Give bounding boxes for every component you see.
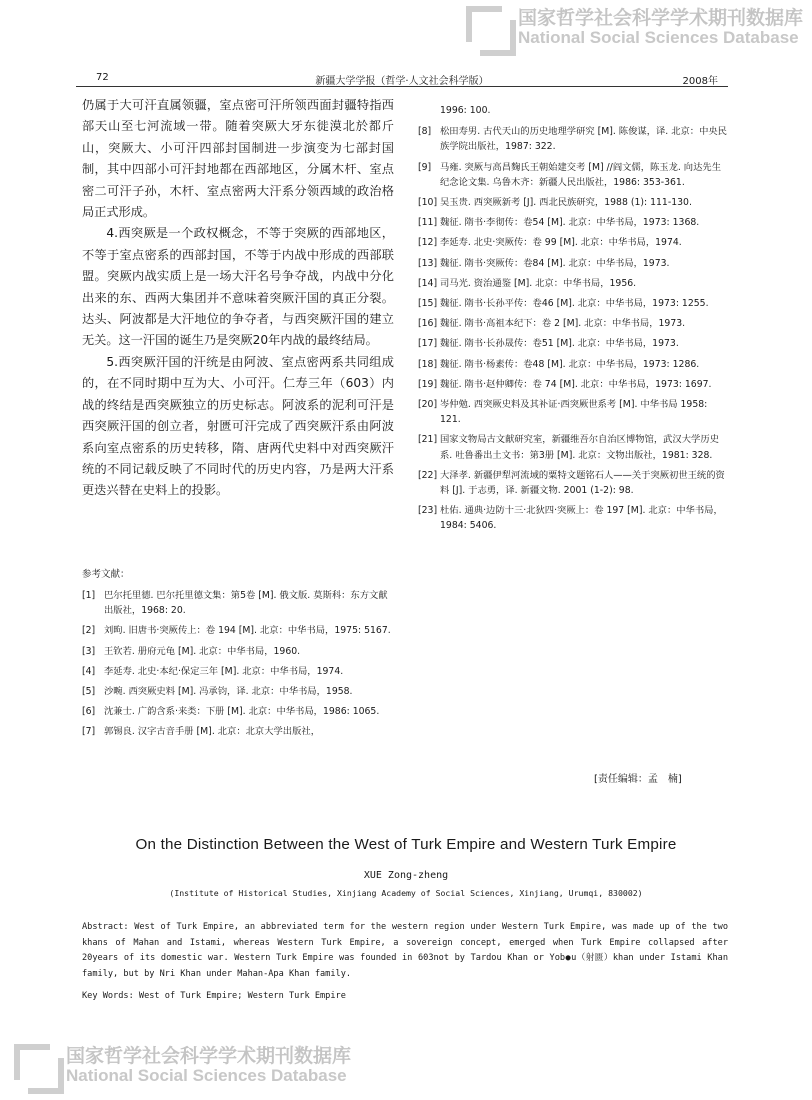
paragraph: 仍属于大可汗直属领疆，室点密可汗所领西面封疆特指西部天山至七河流域一带。随着突厥大牙东徙漠北於都斤山，突厥大、小可汗四部封国制进一步演变为七部封国制，其中四部小可汗封地都在西部地区，分属木杆、室点密二可汗子孙，木杆、室点密两大汗系分领西域的政治格局正式形成。 (82, 98, 394, 220)
watermark-en: National Social Sciences Database (518, 28, 799, 48)
reference-item: [10] 吴玉贵. 西突厥新考 [J]. 西北民族研究，1988 (1): 111-130. (418, 197, 692, 209)
reference-item: [8] 松田寿男. 古代天山的历史地理学研究 [M]. 陈俊谋，译. 北京：中央民族学院出版社，1987: 322. (418, 126, 727, 153)
reference-item: [4] 李延寿. 北史·本纪·保定三年 [M]. 北京：中华书局，1974. (82, 665, 344, 677)
reference-item: [7] 郭锡良. 汉字古音手册 [M]. 北京：北京大学出版社， (82, 726, 320, 738)
page-number: 72 (96, 72, 109, 83)
reference-item: [23] 杜佑. 通典·边防十三·北狄四·突厥上：卷 197 [M]. 北京：中华书局，1984: 5406. (418, 505, 723, 532)
reference-item: [2] 刘昫. 旧唐书·突厥传上：卷 194 [M]. 北京：中华书局，1975: 5167. (82, 625, 391, 637)
reference-item: [20] 岑仲勉. 西突厥史料及其补证·西突厥世系考 [M]. 中华书局 1958: 121. (418, 399, 708, 426)
journal-name: 新疆大学学报（哲学·人文社会科学版） (315, 76, 489, 87)
english-abstract: Abstract: West of Turk Empire, an abbreviated term for the western region under Western Turk Empire, was made up of the two khans of Mahan and Istami, whereas Western Turk Empire, a sovereign concept, emerged when Turk Empire collapsed after 20years of its domestic war. Western Turk Empire was founded in 603not by Tardou Khan or Yob●u（射匮）khan under Istami Khan family, but by Nri Khan under Mahan-Apa Khan family. (82, 922, 728, 979)
reference-item: [15] 魏征. 隋书·长孙平传：卷46 [M]. 北京：中华书局，1973: 1255. (418, 298, 709, 310)
reference-item: [12] 李延寿. 北史·突厥传：卷 99 [M]. 北京：中华书局，1974. (418, 237, 682, 249)
reference-item: [17] 魏征. 隋书·长孙晟传：卷51 [M]. 北京：中华书局，1973. (418, 338, 679, 350)
english-institution: (Institute of Historical Studies, Xinjiang Academy of Social Sciences, Xinjiang, Urumqi, 830002) (169, 888, 643, 898)
references-heading: 参考文献： (82, 569, 130, 580)
running-header (76, 72, 728, 86)
database-logo-icon (466, 6, 510, 50)
reference-item: [9] 马雍. 突厥与高昌麴氏王朝始建交考 [M] //阎文儒，陈玉龙. 向达先生纪念论文集. 乌鲁木齐：新疆人民出版社，1986: 353-361. (418, 161, 721, 188)
reference-list-left (82, 588, 394, 745)
issue-year: 2008年 (682, 76, 718, 87)
paragraph: 5.西突厥汗国的汗统是由阿波、室点密两系共同组成的，在不同时期中互为大、小可汗。仁寿三年（603）内战的终结是西突厥独立的历史标志。阿波系的泥利可汗是西突厥汗国的创立者，射匮可汗完成了西突厥汗系由阿波系向室点密系的历史转移，隋、唐两代史料中对西突厥汗统的不同记载反映了不同时代的历史内容，乃是两大汗系更迭兴替在史料上的投影。 (82, 354, 394, 498)
header-rule (76, 86, 728, 87)
reference-item: [21] 国家文物局古文献研究室，新疆维吾尔自治区博物馆，武汉大学历史系. 吐鲁番出土文书：第3册 [M]. 北京：文物出版社，1981: 328. (418, 434, 719, 461)
watermark-top (466, 6, 803, 50)
reference-item: [6] 沈兼士. 广韵含系·来类：下册 [M]. 北京：中华书局，1986: 1065. (82, 706, 380, 718)
watermark-cn: 国家哲学社会科学学术期刊数据库 (66, 1045, 352, 1068)
reference-continuation: 1996: 100. (440, 105, 491, 116)
reference-item: [18] 魏征. 隋书·杨素传：卷48 [M]. 北京：中华书局，1973: 1286. (418, 358, 700, 370)
reference-item: [22] 大泽孝. 新疆伊犁河流域的粟特文题铭石人——关于突厥初世王统的资料 [J]. 于志勇，译. 新疆文物. 2001 (1-2): 98. (418, 469, 725, 497)
reference-list-right (418, 103, 730, 539)
reference-item: [13] 魏征. 隋书·突厥传：卷84 [M]. 北京：中华书局，1973. (418, 257, 670, 269)
english-author: XUE Zong-zheng (363, 870, 449, 881)
reference-item: [16] 魏征. 隋书·高祖本纪下：卷 2 [M]. 北京：中华书局，1973. (418, 318, 686, 330)
watermark-en: National Social Sciences Database (66, 1066, 347, 1086)
paragraph: 4.西突厥是一个政权概念，不等于突厥的西部地区，不等于室点密系的西部封国，不等于内战中形成的西部联盟。突厥内战实质上是一场大汗名号争夺战，内战中分化出来的东、西两大集团并不意味着突厥汗国的真正分裂。达头、阿波都是大汗地位的争夺者，与西突厥汗国的建立无关。这一汗国的诞生乃是突厥20年内战的最终结局。 (82, 226, 394, 348)
watermark-bottom (14, 1044, 351, 1088)
english-keywords: Key Words: West of Turk Empire; Western Turk Empire (82, 991, 346, 1001)
english-title: On the Distinction Between the West of Turk Empire and Western Turk Empire (135, 836, 677, 853)
database-logo-icon (14, 1044, 58, 1088)
reference-item: [19] 魏征. 隋书·赵仲卿传：卷 74 [M]. 北京：中华书局，1973: 1697. (418, 378, 712, 390)
reference-item: [3] 王钦若. 册府元龟 [M]. 北京：中华书局，1960. (82, 645, 301, 657)
reference-item: [14] 司马光. 资治通鉴 [M]. 北京：中华书局，1956. (418, 277, 637, 289)
body-text (82, 95, 394, 502)
responsible-editor: [责任编辑：孟 楠] (594, 774, 682, 785)
reference-item: [11] 魏征. 隋书·李彻传：卷54 [M]. 北京：中华书局，1973: 1368. (418, 217, 700, 229)
watermark-cn: 国家哲学社会科学学术期刊数据库 (518, 7, 804, 30)
reference-item: [1] 巴尔托里德. 巴尔托里德文集：第5卷 [M]. 俄文版. 莫斯科：东方文献出版社，1968: 20. (82, 590, 388, 617)
reference-item: [5] 沙畹. 西突厥史料 [M]. 冯承钧，译. 北京：中华书局，1958. (82, 686, 353, 698)
